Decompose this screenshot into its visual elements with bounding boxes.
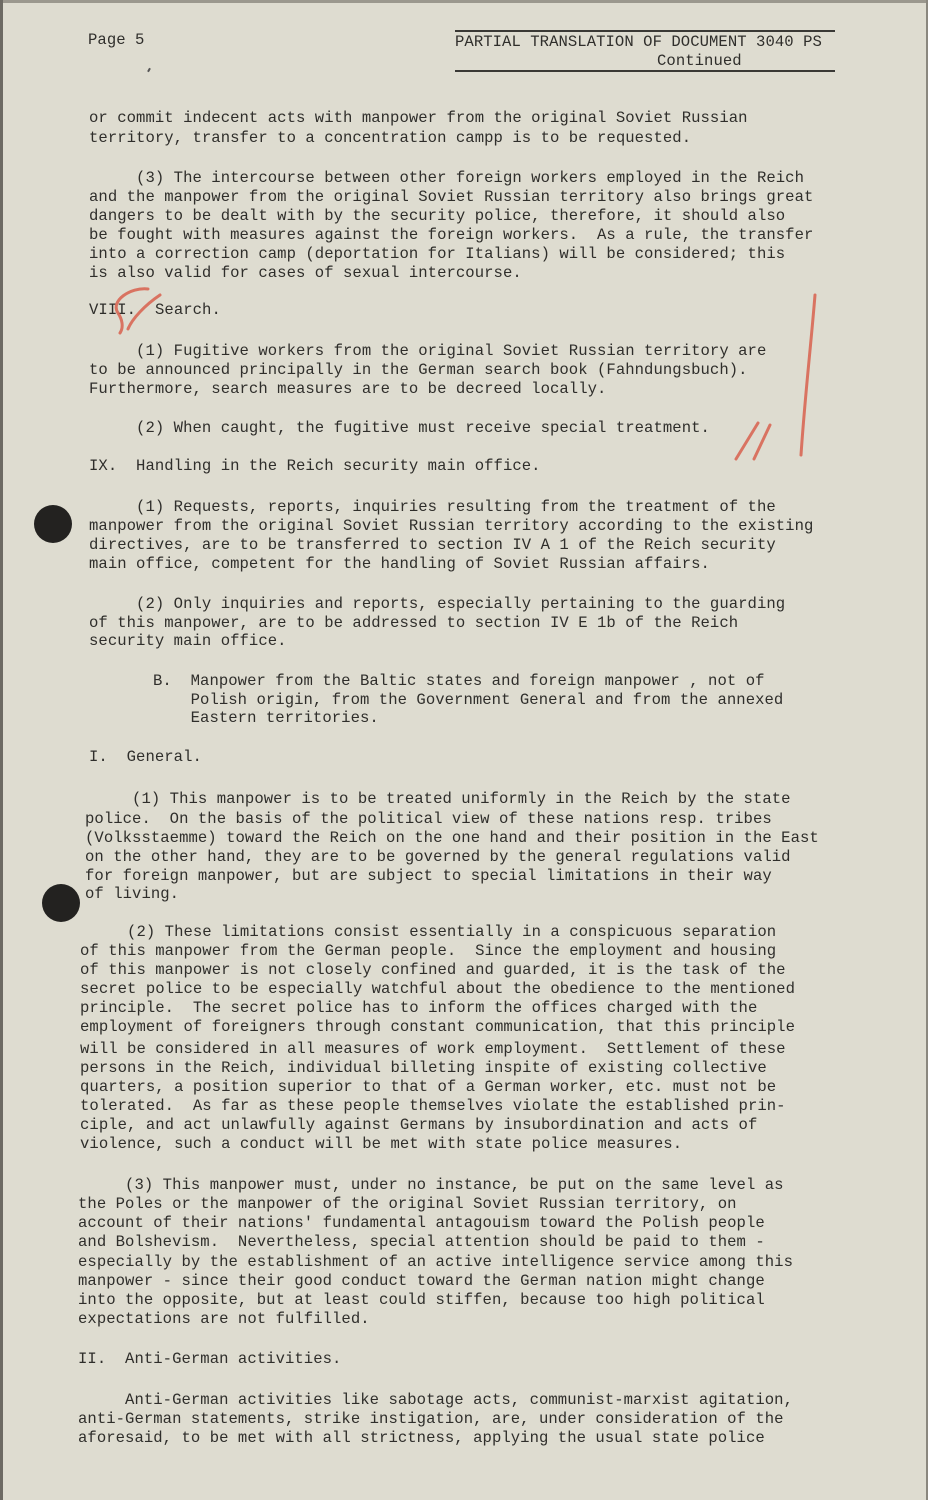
body-line: quarters, a position superior to that of a German worker, etc. must not be [80,1078,777,1096]
body-line: security main office. [89,632,287,650]
body-line: (1) Fugitive workers from the original Soviet Russian territory are [89,342,767,360]
section-heading-i: I. General. [89,748,202,766]
body-line: Furthermore, search measures are to be decreed locally. [89,380,607,398]
body-line: Anti-German activities like sabotage acts, communist-marxist agitation, [78,1391,793,1409]
body-line: police. On the basis of the political view of these nations resp. tribes [85,810,772,828]
red-pencil-circle-mark [100,283,180,343]
body-line: or commit indecent acts with manpower from the original Soviet Russian [89,109,748,127]
section-heading-ix: IX. Handling in the Reich security main office. [89,457,541,475]
body-line: main office, competent for the handling of Soviet Russian affairs. [89,555,710,573]
body-line: tolerated. As far as these people themselves violate the established prin- [80,1097,786,1115]
punch-hole [34,505,72,543]
body-line: anti-German statements, strike instigation, are, under consideration of the [78,1410,784,1428]
body-line: aforesaid, to be met with all strictness, applying the usual state police [78,1429,765,1447]
body-line: (2) Only inquiries and reports, especially pertaining to the guarding [89,595,786,613]
body-line: especially by the establishment of an active intelligence service among this [78,1253,793,1271]
body-line: into the opposite, but at least could stiffen, because too high political [78,1291,765,1309]
body-line: (2) When caught, the fugitive must receive special treatment. [89,419,710,437]
page-number: Page 5 [88,31,145,49]
section-numeral-viii: VIII. [89,301,137,319]
body-line: (3) The intercourse between other foreign workers employed in the Reich [89,169,804,187]
header-rule-top [455,30,835,32]
document-subtitle: Continued [657,52,742,70]
body-line: and the manpower from the original Soviet Russian territory also brings great [89,188,814,206]
body-line: is also valid for cases of sexual intercourse. [89,264,522,282]
red-pencil-double-tick [730,415,780,465]
body-line: territory, transfer to a concentration campp is to be requested. [89,129,692,147]
body-line: of this manpower from the German people. Since the employment and housing [80,942,777,960]
body-line: the Poles or the manpower of the original Soviet Russian territory, on [78,1195,737,1213]
body-line: ciple, and act unlawfully against Germans by insubordination and acts of [80,1116,758,1134]
section-heading-search: Search. [155,301,221,319]
body-line: will be considered in all measures of work employment. Settlement of these [80,1040,786,1058]
body-line: of this manpower, are to be addressed to section IV E 1b of the Reich [89,614,739,632]
body-line: dangers to be dealt with by the security police, therefore, it should also [89,207,786,225]
body-line: (1) This manpower is to be treated uniformly in the Reich by the state [85,790,791,808]
section-heading-ii: II. Anti-German activities. [78,1350,342,1368]
body-line: into a correction camp (deportation for Italians) will be considered; this [89,245,786,263]
body-line: persons in the Reich, individual billeting inspite of existing collective [80,1059,767,1077]
part-b-heading: B. Manpower from the Baltic states and foreign manpower , not of [153,672,765,690]
part-b-heading: Polish origin, from the Government General and from the annexed [153,691,784,709]
body-line: account of their nations' fundamental antagouism toward the Polish people [78,1214,765,1232]
body-line: of living. [85,885,180,903]
body-line: (2) These limitations consist essentially in a conspicuous separation [80,923,777,941]
punch-hole [42,884,80,922]
stray-mark [147,68,151,72]
body-line: expectations are not fulfilled. [78,1310,370,1328]
body-line: on the other hand, they are to be governed by the general regulations valid [85,848,791,866]
body-line: manpower from the original Soviet Russian territory according to the existing [89,517,814,535]
body-line: to be announced principally in the German search book (Fahndungsbuch). [89,361,748,379]
body-line: employment of foreigners through constant communication, that this principle [80,1018,795,1036]
body-line: (3) This manpower must, under no instance, be put on the same level as [78,1176,784,1194]
header-rule-bottom [455,70,835,72]
body-line: secret police to be especially watchful about the obedience to the mentioned [80,980,795,998]
body-line: (Volksstaemme) toward the Reich on the one hand and their position in the East [85,829,819,847]
body-line: (1) Requests, reports, inquiries resulting from the treatment of the [89,498,776,516]
body-line: of this manpower is not closely confined and guarded, it is the task of the [80,961,786,979]
body-line: and Bolshevism. Nevertheless, special attention should be paid to them - [78,1233,765,1251]
body-line: violence, such a conduct will be met with state police measures. [80,1135,683,1153]
red-pencil-margin-line [795,285,825,465]
body-line: principle. The secret police has to inform the offices charged with the [80,999,758,1017]
body-line: manpower - since their good conduct toward the German nation might change [78,1272,765,1290]
body-line: directives, are to be transferred to section IV A 1 of the Reich security [89,536,776,554]
body-line: be fought with measures against the foreign workers. As a rule, the transfer [89,226,814,244]
part-b-heading: Eastern territories. [153,709,379,727]
document-title: PARTIAL TRANSLATION OF DOCUMENT 3040 PS [455,33,822,51]
body-line: for foreign manpower, but are subject to special limitations in their way [85,867,772,885]
